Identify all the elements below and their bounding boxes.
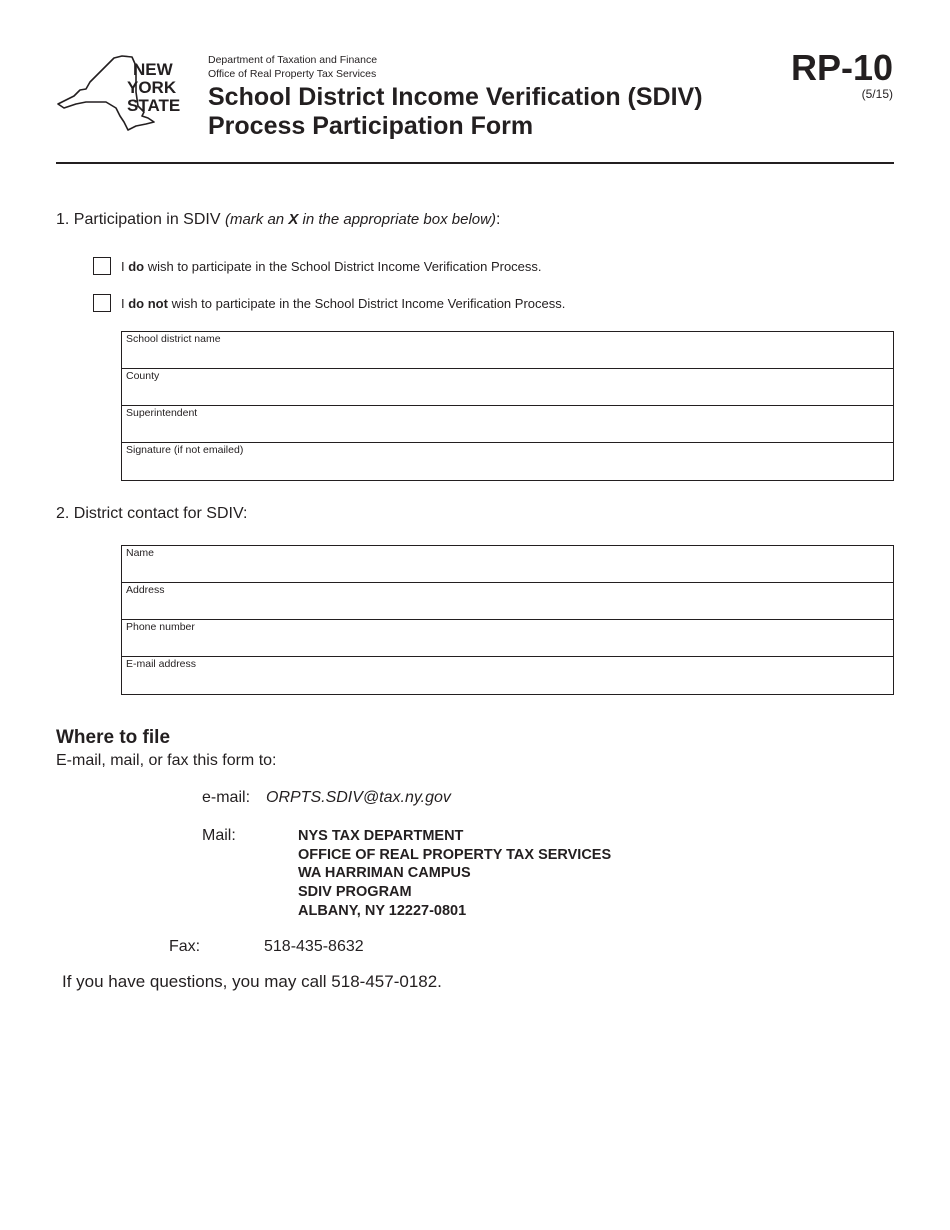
field-label: Signature (if not emailed) — [126, 444, 244, 456]
field-label: School district name — [126, 333, 221, 345]
field-label: Phone number — [126, 621, 195, 633]
mail-line: SDIV PROGRAM — [298, 884, 412, 901]
logo-word-new: NEW — [133, 60, 173, 79]
contact-email-input[interactable] — [126, 672, 889, 692]
form-number: RP-10 — [790, 47, 893, 88]
school-district-name-field[interactable] — [122, 332, 893, 369]
option-not-participate-label: I do not wish to participate in the School District Income Verification Process. — [121, 295, 566, 311]
superintendent-input[interactable] — [126, 420, 889, 440]
district-info-fields — [121, 331, 894, 481]
where-to-file-intro: E-mail, mail, or fax this form to: — [56, 752, 277, 769]
mailing-address — [298, 827, 611, 921]
logo-word-state: STATE — [127, 96, 181, 115]
field-label: County — [126, 370, 160, 382]
superintendent-field[interactable] — [122, 406, 893, 443]
contact-phone-input[interactable] — [126, 634, 889, 654]
questions-note: If you have questions, you may call 518-457-0182. — [62, 972, 442, 991]
option-participate[interactable] — [93, 257, 542, 275]
email-address[interactable]: ORPTS.SDIV@tax.ny.gov — [266, 789, 451, 806]
option-not-participate[interactable] — [93, 294, 565, 312]
field-label: Superintendent — [126, 407, 198, 419]
option-participate-label: I do wish to participate in the School District Income Verification Process. — [121, 258, 542, 274]
contact-email-field[interactable] — [122, 657, 893, 694]
section1-instruction: (mark an X in the appropriate box below) — [224, 211, 496, 228]
contact-name-input[interactable] — [126, 560, 889, 580]
form-title-line1: School District Income Verification (SDIV) — [208, 83, 703, 111]
fax-number: 518-435-8632 — [264, 938, 364, 955]
form-number-block — [791, 48, 893, 101]
county-field[interactable] — [122, 369, 893, 406]
new-york-state-outline-icon — [56, 52, 188, 134]
contact-name-field[interactable] — [122, 546, 893, 583]
form-title — [208, 83, 703, 141]
mail-line: OFFICE OF REAL PROPERTY TAX SERVICES — [298, 846, 612, 863]
signature-input[interactable] — [126, 458, 889, 478]
school-district-name-input[interactable] — [126, 346, 889, 366]
fax-label: Fax: — [169, 938, 201, 955]
field-label: Address — [126, 584, 165, 596]
county-input[interactable] — [126, 383, 889, 403]
mail-label: Mail: — [202, 827, 236, 844]
office-name: Office of Real Property Tax Services — [208, 68, 377, 80]
mail-line: NYS TAX DEPARTMENT — [298, 828, 464, 844]
contact-address-field[interactable] — [122, 583, 893, 620]
section1-heading: 1. Participation in SDIV (mark an X in the appropriate box below): — [56, 211, 501, 228]
section2-heading: 2. District contact for SDIV: — [56, 505, 248, 522]
form-title-line2: Process Participation Form — [208, 112, 534, 140]
form-version: (5/15) — [861, 87, 893, 101]
where-to-file-heading: Where to file — [56, 727, 171, 748]
not-participate-checkbox[interactable] — [93, 294, 111, 312]
field-label: E-mail address — [126, 658, 197, 670]
logo-word-york: YORK — [127, 78, 177, 97]
signature-field[interactable] — [122, 443, 893, 480]
participate-checkbox[interactable] — [93, 257, 111, 275]
header-divider — [56, 162, 894, 164]
mail-line: WA HARRIMAN CAMPUS — [298, 865, 471, 882]
section1-label: 1. Participation in SDIV — [56, 211, 225, 228]
field-label: Name — [126, 547, 155, 559]
contact-phone-field[interactable] — [122, 620, 893, 657]
contact-address-input[interactable] — [126, 597, 889, 617]
department-name: Department of Taxation and Finance — [208, 54, 378, 66]
contact-info-fields — [121, 545, 894, 695]
new-york-state-logo — [56, 52, 188, 134]
email-label: e-mail: — [202, 789, 251, 806]
mail-line: ALBANY, NY 12227-0801 — [298, 902, 467, 919]
department-heading — [208, 53, 377, 81]
